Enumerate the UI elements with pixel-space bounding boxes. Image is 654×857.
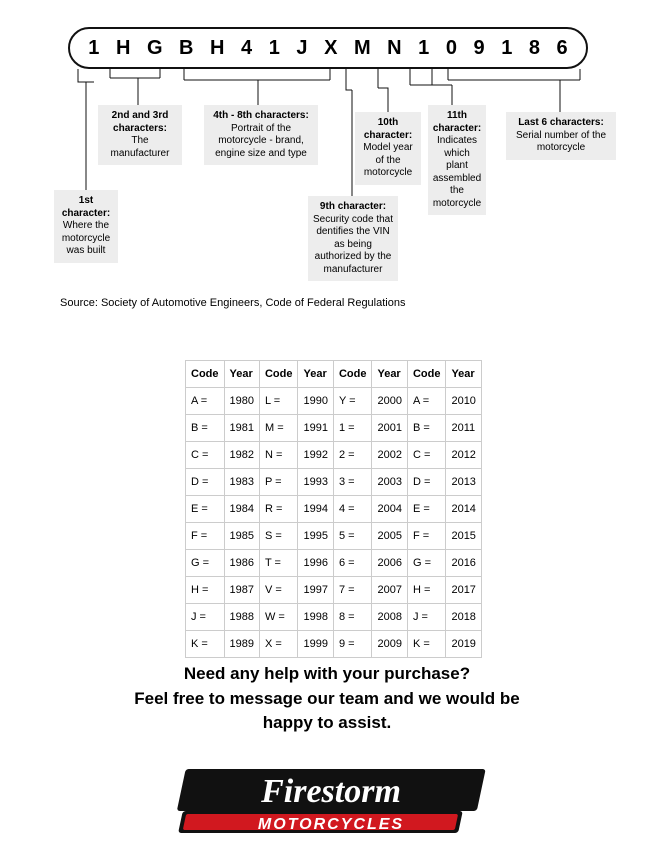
table-row xyxy=(186,631,482,658)
callout-body: Indicates which plant assembled the motorcycle xyxy=(432,135,482,209)
code-cell: H = xyxy=(186,577,225,604)
year-cell: 2007 xyxy=(372,577,407,604)
year-cell: 1981 xyxy=(224,415,259,442)
logo-primary-text: Firestorm xyxy=(261,773,401,810)
code-cell: 4 = xyxy=(333,496,372,523)
year-cell: 1991 xyxy=(298,415,333,442)
vin-character: 1 xyxy=(88,37,100,59)
year-cell: 1998 xyxy=(298,604,333,631)
year-cell: 1992 xyxy=(298,442,333,469)
code-cell: M = xyxy=(259,415,298,442)
vin-character: B xyxy=(179,37,194,59)
year-cell: 1988 xyxy=(224,604,259,631)
code-cell: W = xyxy=(259,604,298,631)
code-cell: D = xyxy=(407,469,446,496)
callout-body: Security code that dentifies the VIN as being authorized by the manufacturer xyxy=(312,213,394,275)
vin-number-bar xyxy=(68,27,588,69)
callout-title: Last 6 characters: xyxy=(518,117,604,128)
year-cell: 1989 xyxy=(224,631,259,658)
code-cell: N = xyxy=(259,442,298,469)
help-line-1: Need any help with your purchase? xyxy=(183,664,471,683)
code-cell: L = xyxy=(259,388,298,415)
code-cell: 6 = xyxy=(333,550,372,577)
year-cell: 2016 xyxy=(446,550,481,577)
code-cell: 9 = xyxy=(333,631,372,658)
callout-second-third-characters xyxy=(98,105,182,165)
vin-character: 1 xyxy=(501,37,513,59)
callout-eleventh-character xyxy=(428,105,486,215)
code-cell: A = xyxy=(186,388,225,415)
callout-body: The manufacturer xyxy=(110,135,170,159)
vin-diagram xyxy=(0,0,654,300)
code-cell: C = xyxy=(407,442,446,469)
firestorm-motorcycles-logo xyxy=(165,763,495,843)
year-cell: 2002 xyxy=(372,442,407,469)
code-cell: 5 = xyxy=(333,523,372,550)
help-line-3: happy to assist. xyxy=(262,713,392,733)
year-cell: 1987 xyxy=(224,577,259,604)
callout-title: 4th - 8th characters: xyxy=(213,110,309,121)
year-cell: 2019 xyxy=(446,631,481,658)
year-cell: 1983 xyxy=(224,469,259,496)
year-cell: 2008 xyxy=(372,604,407,631)
code-cell: E = xyxy=(186,496,225,523)
code-cell: F = xyxy=(407,523,446,550)
callout-title: 11th character: xyxy=(432,110,482,134)
year-cell: 1994 xyxy=(298,496,333,523)
vin-character: 0 xyxy=(445,37,457,59)
code-cell: B = xyxy=(186,415,225,442)
column-header: Year xyxy=(446,361,481,388)
code-cell: J = xyxy=(186,604,225,631)
vin-character: 4 xyxy=(241,37,253,59)
column-header: Year xyxy=(298,361,333,388)
year-cell: 1999 xyxy=(298,631,333,658)
year-cell: 2017 xyxy=(446,577,481,604)
code-cell: B = xyxy=(407,415,446,442)
code-cell: 3 = xyxy=(333,469,372,496)
vin-character: 8 xyxy=(528,37,540,59)
logo-graphic xyxy=(165,763,495,843)
callout-tenth-character xyxy=(355,112,421,185)
code-cell: 1 = xyxy=(333,415,372,442)
code-cell: 7 = xyxy=(333,577,372,604)
code-cell: Y = xyxy=(333,388,372,415)
year-cell: 2005 xyxy=(372,523,407,550)
year-cell: 1993 xyxy=(298,469,333,496)
table-row xyxy=(186,388,482,415)
year-cell: 2011 xyxy=(446,415,481,442)
code-cell: F = xyxy=(186,523,225,550)
vin-character: J xyxy=(296,37,308,59)
year-cell: 1980 xyxy=(224,388,259,415)
callout-title: 2nd and 3rd characters: xyxy=(111,110,169,134)
callout-fourth-eighth-characters xyxy=(204,105,318,165)
callout-first-character xyxy=(54,190,118,263)
callout-body: Model year of the motorcycle xyxy=(363,142,413,178)
vin-character: H xyxy=(210,37,225,59)
code-cell: K = xyxy=(186,631,225,658)
callout-body: Where the motorcycle was built xyxy=(61,220,111,256)
callout-body: Serial number of the motorcycle xyxy=(515,129,607,153)
code-cell: G = xyxy=(407,550,446,577)
column-header: Code xyxy=(333,361,372,388)
code-cell: E = xyxy=(407,496,446,523)
code-cell: 2 = xyxy=(333,442,372,469)
year-cell: 2003 xyxy=(372,469,407,496)
callout-body: Portrait of the motorcycle - brand, engine size and type xyxy=(215,122,307,159)
year-cell: 1990 xyxy=(298,388,333,415)
source-note: Source: Society of Automotive Engineers, Code of Federal Regulations xyxy=(60,297,406,309)
column-header: Year xyxy=(372,361,407,388)
table-row xyxy=(186,577,482,604)
year-cell: 1996 xyxy=(298,550,333,577)
table-row xyxy=(186,604,482,631)
logo-secondary-text: MOTORCYCLES xyxy=(257,816,405,833)
year-cell: 2018 xyxy=(446,604,481,631)
year-cell: 2000 xyxy=(372,388,407,415)
callout-title: 1st character: xyxy=(61,195,111,219)
code-cell: S = xyxy=(259,523,298,550)
callout-title: 10th character: xyxy=(363,117,413,141)
year-cell: 1997 xyxy=(298,577,333,604)
column-header: Code xyxy=(186,361,225,388)
vin-character: 1 xyxy=(268,37,280,59)
year-cell: 1986 xyxy=(224,550,259,577)
table-row xyxy=(186,442,482,469)
year-cell: 2012 xyxy=(446,442,481,469)
table-row xyxy=(186,496,482,523)
code-cell: K = xyxy=(407,631,446,658)
table-row xyxy=(186,415,482,442)
year-cell: 2009 xyxy=(372,631,407,658)
year-code-table xyxy=(185,360,482,658)
year-cell: 1985 xyxy=(224,523,259,550)
vin-character: 6 xyxy=(556,37,568,59)
callout-ninth-character xyxy=(308,196,398,281)
column-header: Code xyxy=(259,361,298,388)
code-cell: G = xyxy=(186,550,225,577)
table-row xyxy=(186,523,482,550)
year-cell: 2006 xyxy=(372,550,407,577)
code-cell: A = xyxy=(407,388,446,415)
vin-character: 1 xyxy=(418,37,430,59)
code-cell: P = xyxy=(259,469,298,496)
vin-character: M xyxy=(353,37,371,59)
vin-character: H xyxy=(115,37,131,59)
year-cell: 2015 xyxy=(446,523,481,550)
code-cell: J = xyxy=(407,604,446,631)
table-header-row xyxy=(186,361,482,388)
vin-character: G xyxy=(146,37,163,59)
table-row xyxy=(186,469,482,496)
code-cell: T = xyxy=(259,550,298,577)
code-cell: 8 = xyxy=(333,604,372,631)
code-cell: D = xyxy=(186,469,225,496)
code-cell: V = xyxy=(259,577,298,604)
vin-character: 9 xyxy=(473,37,485,59)
vin-character: N xyxy=(387,37,402,59)
code-cell: R = xyxy=(259,496,298,523)
year-cell: 2004 xyxy=(372,496,407,523)
year-cell: 2014 xyxy=(446,496,481,523)
year-cell: 2001 xyxy=(372,415,407,442)
callout-last-six-characters xyxy=(506,112,616,160)
code-cell: X = xyxy=(259,631,298,658)
year-cell: 1984 xyxy=(224,496,259,523)
year-cell: 1982 xyxy=(224,442,259,469)
help-line-2: Feel free to message our team and we would be xyxy=(134,688,520,708)
year-cell: 2013 xyxy=(446,469,481,496)
vin-character: X xyxy=(324,37,338,59)
help-message xyxy=(57,662,597,736)
table-row xyxy=(186,550,482,577)
column-header: Code xyxy=(407,361,446,388)
year-code-table-wrapper xyxy=(185,360,476,658)
callout-title: 9th character: xyxy=(319,201,387,212)
column-header: Year xyxy=(224,361,259,388)
year-cell: 1995 xyxy=(298,523,333,550)
year-cell: 2010 xyxy=(446,388,481,415)
code-cell: H = xyxy=(407,577,446,604)
code-cell: C = xyxy=(186,442,225,469)
